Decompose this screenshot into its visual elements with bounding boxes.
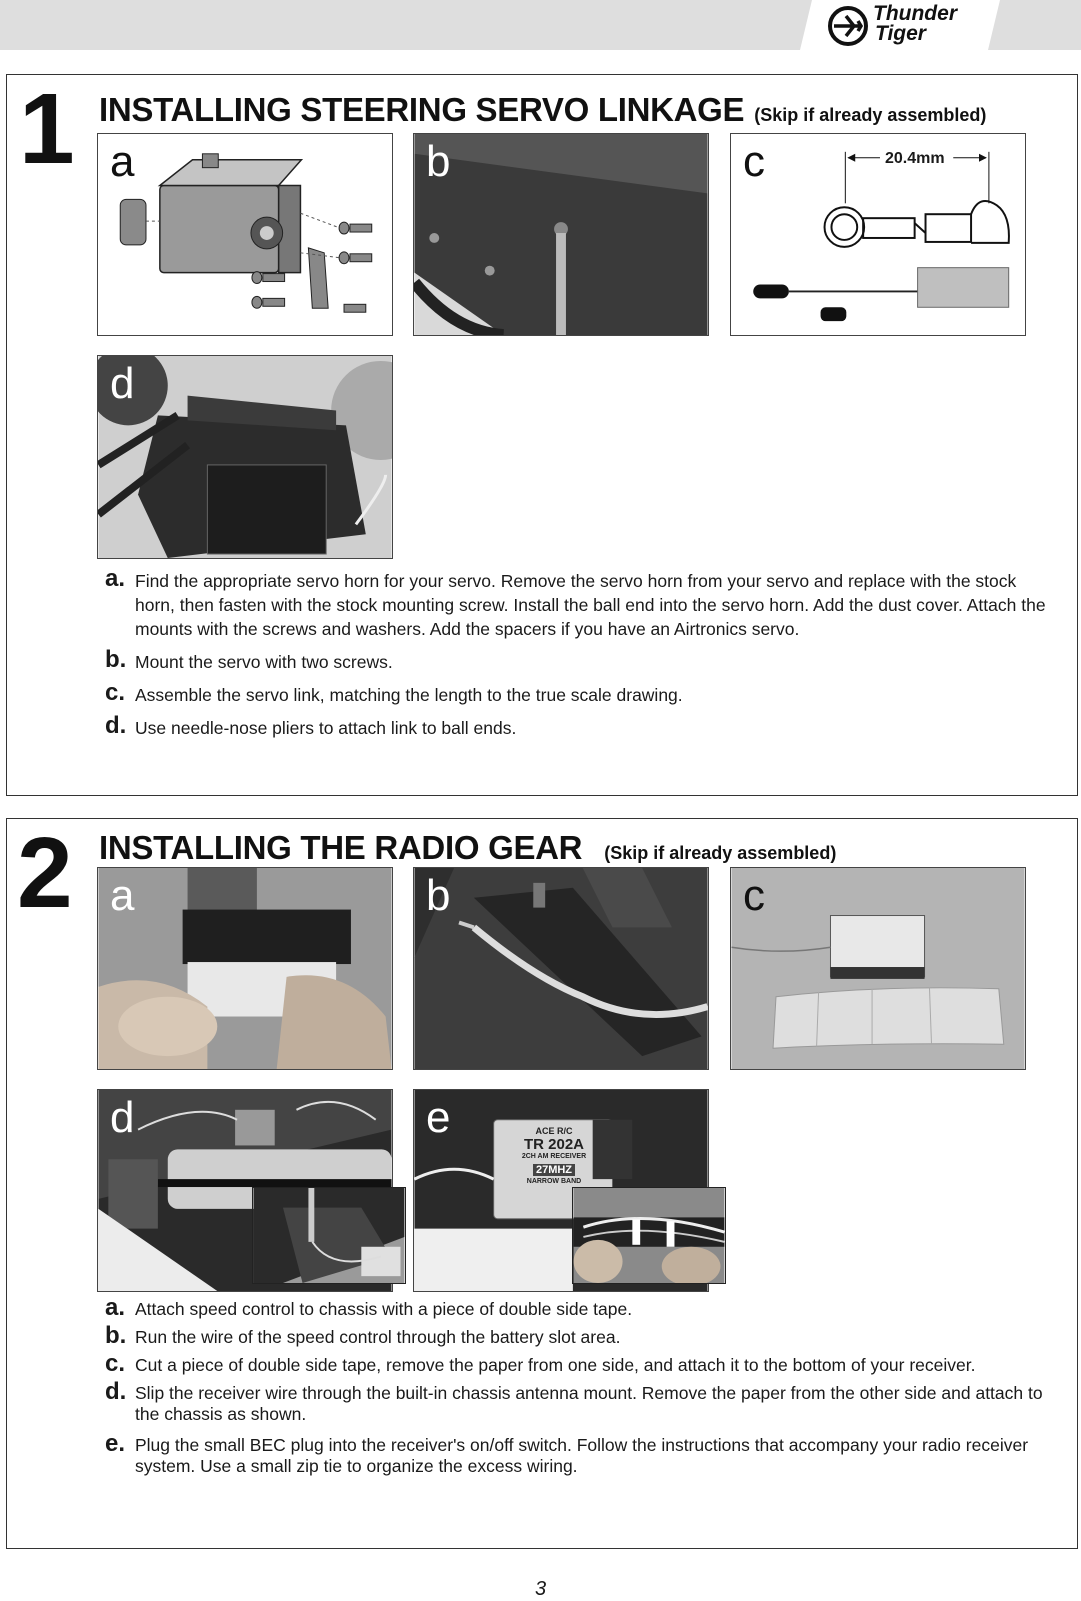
dimension-label: 20.4mm — [885, 150, 945, 167]
instruction-c: c. Cut a piece of double side tape, remove the paper from one side, and attach it to the bottom of your receiver. — [105, 1350, 976, 1377]
receiver-label: ACE R/C TR 202A 2CH AM RECEIVER 27MHZ NARROW BAND — [521, 1126, 587, 1185]
page-number: 3 — [534, 1578, 547, 1600]
photo-1b: b — [413, 133, 709, 336]
brand-name: Thunder Tiger — [873, 2, 957, 45]
step-2-instructions — [99, 1294, 1059, 1484]
photo-1c: c 20.4mm — [730, 133, 1026, 336]
instruction-b: b. Mount the servo with two screws. — [105, 646, 393, 673]
step-title: INSTALLING THE RADIO GEAR (Skip if already assembled) — [99, 829, 837, 866]
step-1-instructions — [99, 565, 1059, 749]
photo-2b: b — [413, 867, 709, 1070]
photo-1d: d — [97, 355, 393, 559]
brand-logo — [828, 4, 998, 48]
step-1-section — [6, 74, 1078, 796]
instruction-c: c. Assemble the servo link, matching the length to the true scale drawing. — [105, 679, 683, 706]
photo-2e: e ACE R/C TR 202A 2CH AM RECEIVER 27MHZ NARROW BAND — [413, 1089, 709, 1292]
step-2-section — [6, 818, 1078, 1549]
instruction-e: e. Plug the small BEC plug into the receiver's on/off switch. Follow the instructions that accompany your radio receiver system. Use a small zip tie to organize the excess wiring. — [105, 1430, 1029, 1476]
instruction-b: b. Run the wire of the speed control through the battery slot area. — [105, 1322, 621, 1349]
plane-icon — [828, 4, 872, 48]
photo-2c: c — [730, 867, 1026, 1070]
photo-2d: d — [97, 1089, 393, 1292]
skip-note: (Skip if already assembled) — [754, 105, 987, 125]
linkage-drawing — [731, 134, 1025, 335]
photo-2e-inset — [572, 1187, 726, 1284]
photo-1a: a — [97, 133, 393, 336]
step-number: 1 — [19, 73, 75, 185]
photo-2d-inset — [252, 1187, 406, 1284]
photo-2a: a — [97, 867, 393, 1070]
step-number: 2 — [17, 817, 73, 929]
instruction-d: d. Slip the receiver wire through the built-in chassis antenna mount. Remove the paper from the other side and attach to the chassis as shown. — [105, 1378, 1043, 1424]
instruction-a: a. Find the appropriate servo horn for your servo. Remove the servo horn from your servo and replace with the stock horn, then fasten with the stock mounting screw. Install the ball end into the servo horn. Add the dust cover. Attach the mounts with the screws and washers. Add the spacers if you have an Airtronics servo. — [105, 565, 1046, 639]
servo-drawing — [98, 134, 392, 335]
instruction-a: a. Attach speed control to chassis with a piece of double side tape. — [105, 1294, 633, 1321]
skip-note: (Skip if already assembled) — [604, 843, 837, 863]
step-title: INSTALLING STEERING SERVO LINKAGE (Skip if already assembled) — [99, 91, 987, 128]
instruction-d: d. Use needle-nose pliers to attach link to ball ends. — [105, 712, 517, 739]
